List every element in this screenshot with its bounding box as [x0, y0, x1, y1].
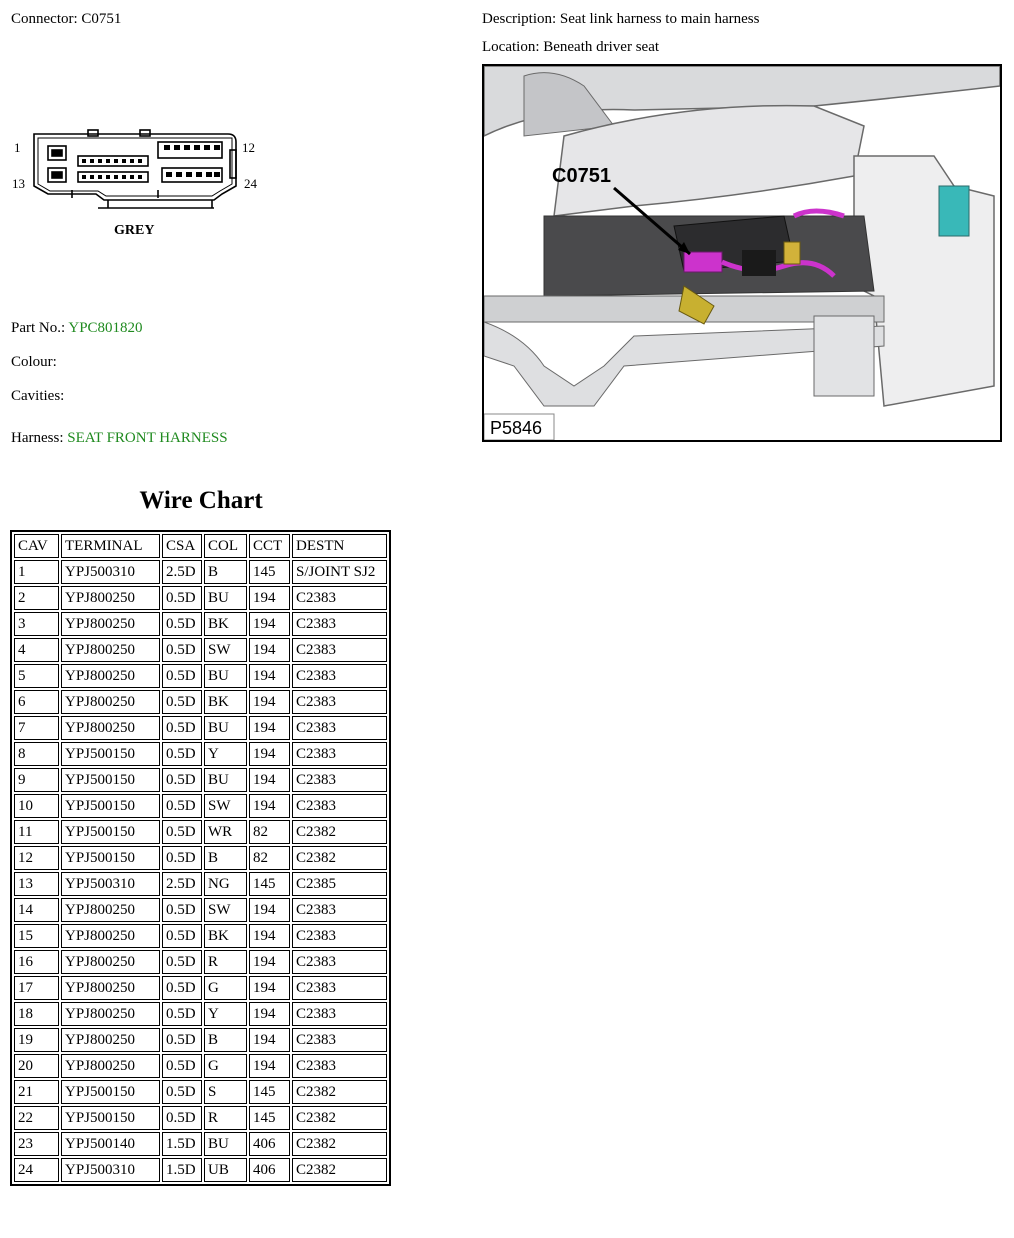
cell-cav: 20: [14, 1054, 59, 1078]
table-row: [14, 898, 387, 922]
cell-csa: 0.5D: [162, 820, 202, 844]
cell-destn: C2382: [292, 1158, 387, 1182]
cell-terminal: YPJ500150: [61, 1080, 160, 1104]
cell-cct: 194: [249, 976, 290, 1000]
cell-destn: S/JOINT SJ2: [292, 560, 387, 584]
cell-terminal: YPJ800250: [61, 612, 160, 636]
table-row: [14, 976, 387, 1000]
cavities-line: Cavities:: [11, 388, 65, 404]
colour-line: Colour:: [11, 354, 57, 370]
cell-destn: C2383: [292, 768, 387, 792]
seat-illustration-icon: [484, 66, 1000, 440]
cell-destn: C2382: [292, 820, 387, 844]
table-row: [14, 638, 387, 662]
cell-destn: C2382: [292, 1106, 387, 1130]
table-row: [14, 924, 387, 948]
cell-destn: C2383: [292, 950, 387, 974]
cell-csa: 1.5D: [162, 1158, 202, 1182]
cell-col: B: [204, 846, 247, 870]
cell-csa: 0.5D: [162, 1054, 202, 1078]
cell-terminal: YPJ500150: [61, 820, 160, 844]
cell-cav: 4: [14, 638, 59, 662]
cell-cav: 3: [14, 612, 59, 636]
description-value: Seat link harness to main harness: [559, 11, 760, 27]
cell-col: SW: [204, 898, 247, 922]
cell-csa: 0.5D: [162, 716, 202, 740]
cell-col: Y: [204, 1002, 247, 1026]
table-row: [14, 846, 387, 870]
header-col: COL: [204, 534, 247, 558]
table-row: [14, 664, 387, 688]
cell-csa: 0.5D: [162, 586, 202, 610]
cell-cct: 194: [249, 638, 290, 662]
wire-chart-body: [14, 560, 387, 1182]
cell-destn: C2383: [292, 690, 387, 714]
cell-destn: C2382: [292, 1132, 387, 1156]
cell-cct: 406: [249, 1132, 290, 1156]
cell-col: Y: [204, 742, 247, 766]
table-row: [14, 1028, 387, 1052]
cell-col: BU: [204, 664, 247, 688]
table-row: [14, 1054, 387, 1078]
cell-cct: 194: [249, 664, 290, 688]
cell-destn: C2383: [292, 664, 387, 688]
cell-terminal: YPJ800250: [61, 924, 160, 948]
table-header-row: [14, 534, 387, 558]
cell-terminal: YPJ800250: [61, 950, 160, 974]
cell-cct: 145: [249, 872, 290, 896]
cell-destn: C2383: [292, 1028, 387, 1052]
cell-terminal: YPJ500150: [61, 846, 160, 870]
figure-code: P5846: [490, 418, 543, 438]
cell-cav: 14: [14, 898, 59, 922]
part-no-line: Part No.: YPC801820: [11, 320, 143, 336]
cell-cct: 194: [249, 1028, 290, 1052]
cell-cct: 194: [249, 716, 290, 740]
cell-cct: 145: [249, 1080, 290, 1104]
cell-cav: 22: [14, 1106, 59, 1130]
cell-col: BK: [204, 612, 247, 636]
cell-cct: 82: [249, 820, 290, 844]
location-value: Beneath driver seat: [543, 39, 660, 55]
cell-col: BU: [204, 768, 247, 792]
cell-cct: 82: [249, 846, 290, 870]
cell-terminal: YPJ800250: [61, 1028, 160, 1052]
cell-cav: 21: [14, 1080, 59, 1104]
table-row: [14, 1002, 387, 1026]
cell-cct: 194: [249, 898, 290, 922]
cell-cav: 2: [14, 586, 59, 610]
table-row: [14, 950, 387, 974]
cell-csa: 0.5D: [162, 898, 202, 922]
cell-destn: C2382: [292, 846, 387, 870]
location-figure: [482, 64, 1002, 442]
cell-csa: 0.5D: [162, 950, 202, 974]
figure-callout-label: C0751: [552, 165, 611, 187]
cell-cav: 11: [14, 820, 59, 844]
header-terminal: TERMINAL: [61, 534, 160, 558]
table-row: [14, 768, 387, 792]
cell-cct: 194: [249, 586, 290, 610]
cell-cav: 16: [14, 950, 59, 974]
cell-cav: 23: [14, 1132, 59, 1156]
cell-terminal: YPJ800250: [61, 898, 160, 922]
wire-chart-table: [10, 530, 391, 1186]
cell-terminal: YPJ800250: [61, 638, 160, 662]
cell-terminal: YPJ800250: [61, 1002, 160, 1026]
header-cct: CCT: [249, 534, 290, 558]
cell-csa: 2.5D: [162, 872, 202, 896]
connector-colour-label: GREY: [114, 223, 155, 238]
table-row: [14, 690, 387, 714]
wire-chart-title: Wire Chart: [139, 487, 263, 514]
table-row: [14, 1080, 387, 1104]
cell-col: NG: [204, 872, 247, 896]
cell-cct: 406: [249, 1158, 290, 1182]
cell-col: SW: [204, 638, 247, 662]
cell-destn: C2383: [292, 1054, 387, 1078]
cell-col: BU: [204, 586, 247, 610]
pin-label-12: 12: [242, 140, 255, 155]
cell-destn: C2383: [292, 586, 387, 610]
cell-cav: 24: [14, 1158, 59, 1182]
cell-cct: 194: [249, 794, 290, 818]
pin-label-24: 24: [244, 176, 257, 191]
cell-cav: 1: [14, 560, 59, 584]
cell-terminal: YPJ500150: [61, 794, 160, 818]
cell-destn: C2383: [292, 1002, 387, 1026]
cell-destn: C2385: [292, 872, 387, 896]
connector-face-icon: [8, 128, 270, 240]
table-row: [14, 716, 387, 740]
cell-terminal: YPJ500150: [61, 1106, 160, 1130]
cell-csa: 0.5D: [162, 690, 202, 714]
cell-destn: C2383: [292, 924, 387, 948]
cell-terminal: YPJ500140: [61, 1132, 160, 1156]
cell-col: B: [204, 560, 247, 584]
cell-col: UB: [204, 1158, 247, 1182]
cell-csa: 0.5D: [162, 612, 202, 636]
location-line: Location: Beneath driver seat: [482, 39, 660, 55]
table-row: [14, 612, 387, 636]
cell-terminal: YPJ500150: [61, 768, 160, 792]
harness-value: SEAT FRONT HARNESS: [67, 430, 228, 446]
cell-csa: 0.5D: [162, 924, 202, 948]
cell-destn: C2383: [292, 976, 387, 1000]
cell-cav: 5: [14, 664, 59, 688]
cell-cct: 194: [249, 950, 290, 974]
pin-label-1: 1: [14, 140, 21, 155]
cell-cav: 8: [14, 742, 59, 766]
cell-csa: 0.5D: [162, 846, 202, 870]
cell-col: G: [204, 976, 247, 1000]
cell-col: BK: [204, 924, 247, 948]
cell-col: S: [204, 1080, 247, 1104]
cell-cav: 15: [14, 924, 59, 948]
cell-cct: 145: [249, 560, 290, 584]
table-row: [14, 1158, 387, 1182]
cell-cct: 194: [249, 768, 290, 792]
cell-csa: 0.5D: [162, 1080, 202, 1104]
cell-terminal: YPJ500310: [61, 1158, 160, 1182]
cell-cct: 194: [249, 612, 290, 636]
cell-cct: 194: [249, 1054, 290, 1078]
cell-csa: 0.5D: [162, 976, 202, 1000]
cell-cav: 18: [14, 1002, 59, 1026]
cell-col: B: [204, 1028, 247, 1052]
connector-id: C0751: [81, 11, 122, 27]
cell-col: R: [204, 1106, 247, 1130]
description-line: Description: Seat link harness to main harness: [482, 11, 760, 27]
cell-csa: 0.5D: [162, 768, 202, 792]
cell-cav: 9: [14, 768, 59, 792]
cell-cav: 6: [14, 690, 59, 714]
cell-cav: 13: [14, 872, 59, 896]
cell-col: SW: [204, 794, 247, 818]
pin-label-13: 13: [12, 176, 25, 191]
cell-cct: 194: [249, 690, 290, 714]
cell-col: R: [204, 950, 247, 974]
cell-csa: 0.5D: [162, 1028, 202, 1052]
cell-csa: 0.5D: [162, 638, 202, 662]
cell-destn: C2383: [292, 898, 387, 922]
cell-destn: C2383: [292, 794, 387, 818]
cell-terminal: YPJ800250: [61, 690, 160, 714]
cell-cav: 12: [14, 846, 59, 870]
cell-terminal: YPJ500310: [61, 560, 160, 584]
table-row: [14, 586, 387, 610]
table-row: [14, 794, 387, 818]
cell-terminal: YPJ800250: [61, 716, 160, 740]
cell-cct: 145: [249, 1106, 290, 1130]
cell-destn: C2383: [292, 716, 387, 740]
table-row: [14, 1132, 387, 1156]
cell-terminal: YPJ500150: [61, 742, 160, 766]
cell-csa: 0.5D: [162, 742, 202, 766]
table-row: [14, 560, 387, 584]
cell-cav: 17: [14, 976, 59, 1000]
connector-heading: Connector: C0751: [11, 11, 122, 27]
cell-cct: 194: [249, 924, 290, 948]
cell-csa: 1.5D: [162, 1132, 202, 1156]
table-row: [14, 742, 387, 766]
cell-terminal: YPJ800250: [61, 976, 160, 1000]
cell-cav: 7: [14, 716, 59, 740]
header-destn: DESTN: [292, 534, 387, 558]
cell-terminal: YPJ800250: [61, 586, 160, 610]
cell-terminal: YPJ500310: [61, 872, 160, 896]
cell-destn: C2382: [292, 1080, 387, 1104]
cell-csa: 0.5D: [162, 1002, 202, 1026]
cell-col: G: [204, 1054, 247, 1078]
cell-cct: 194: [249, 1002, 290, 1026]
cell-csa: 0.5D: [162, 664, 202, 688]
cell-csa: 0.5D: [162, 1106, 202, 1130]
table-row: [14, 872, 387, 896]
cell-col: BK: [204, 690, 247, 714]
cell-terminal: YPJ800250: [61, 664, 160, 688]
connector-diagram: [8, 128, 270, 240]
cell-csa: 0.5D: [162, 794, 202, 818]
harness-line: Harness: SEAT FRONT HARNESS: [11, 430, 228, 446]
cell-destn: C2383: [292, 638, 387, 662]
header-csa: CSA: [162, 534, 202, 558]
cell-destn: C2383: [292, 612, 387, 636]
cell-cct: 194: [249, 742, 290, 766]
header-cav: CAV: [14, 534, 59, 558]
cell-col: WR: [204, 820, 247, 844]
cell-col: BU: [204, 716, 247, 740]
table-row: [14, 820, 387, 844]
cell-cav: 10: [14, 794, 59, 818]
cell-csa: 2.5D: [162, 560, 202, 584]
cell-col: BU: [204, 1132, 247, 1156]
cell-terminal: YPJ800250: [61, 1054, 160, 1078]
cell-destn: C2383: [292, 742, 387, 766]
cell-cav: 19: [14, 1028, 59, 1052]
table-row: [14, 1106, 387, 1130]
part-no-value: YPC801820: [68, 320, 143, 336]
